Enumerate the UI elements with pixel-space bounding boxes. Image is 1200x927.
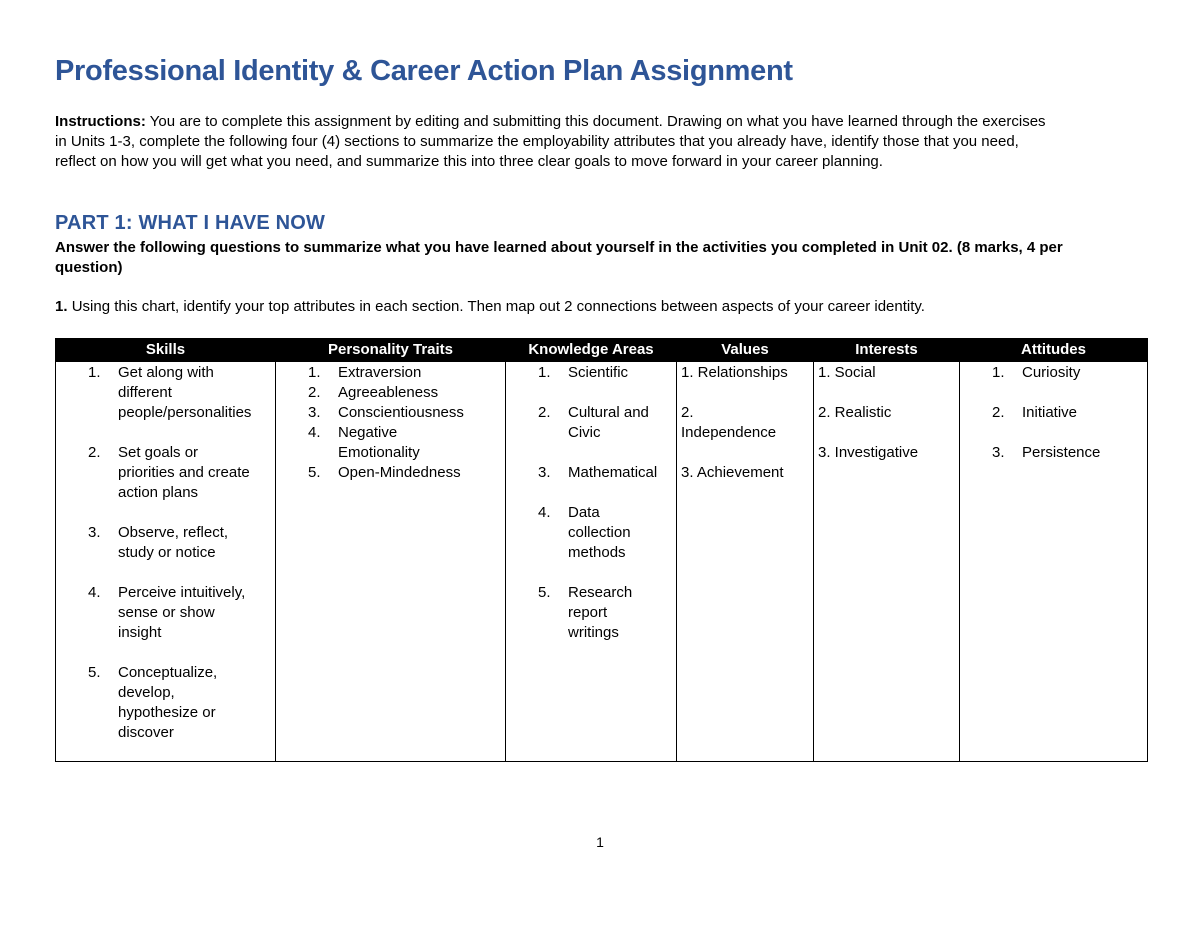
skills-item-text: Observe, reflect, [118,524,229,541]
interests-item: 1. Social [818,364,876,381]
instructions-label: Instructions: [55,113,146,130]
part1-subheading [55,238,1145,278]
question-text: Using this chart, identify your top attributes in each section. Then map out 2 connections between aspects of your career identity. [71,298,925,315]
knowledge-item-text: report [568,604,608,621]
skills-item [60,583,271,643]
chart-body-row [56,362,1148,762]
values-item: Independence [681,424,777,441]
knowledge-item-text: Data [568,504,600,521]
knowledge-item-number: 2. [538,404,551,421]
page-title: Professional Identity & Career Action Plan Assignment [55,55,793,87]
interests-item: 3. Investigative [818,444,919,461]
personality-item-number: 5. [308,464,321,481]
header-values: Values [677,339,814,362]
skills-item [60,523,271,563]
values-item: 1. Relationships [681,364,788,381]
attitudes-item [964,363,1143,383]
personality-item-text: Emotionality [338,444,420,461]
header-attitudes: Attitudes [960,339,1148,362]
values-cell [677,362,814,762]
attributes-chart [55,338,1148,762]
skills-item-number: 1. [88,364,101,381]
skills-item [60,363,271,423]
skills-item-text: develop, [118,684,175,701]
attitudes-list [964,363,1143,463]
header-personality-traits: Personality Traits [276,339,506,362]
interests-cell [814,362,960,762]
skills-item-text: Set goals or [118,444,199,461]
skills-item-text: study or notice [118,544,216,561]
knowledge-cell [506,362,677,762]
skills-item-text: discover [118,724,174,741]
personality-item-text: Negative [338,424,398,441]
knowledge-item-number: 3. [538,464,551,481]
attitudes-item-number: 2. [992,404,1005,421]
personality-item-number: 4. [308,424,321,441]
skills-item-text: people/personalities [118,404,252,421]
attitudes-item-text: Persistence [1022,444,1101,461]
skills-item [60,663,271,743]
attitudes-cell [960,362,1148,762]
skills-item-number: 5. [88,664,101,681]
instructions-line-1: You are to complete this assignment by editing and submitting this document. Drawing on what you have learned through the exercises [149,113,1046,130]
values-item: 2. [681,404,694,421]
skills-list [60,363,271,743]
skills-item-number: 2. [88,444,101,461]
personality-item-text: Agreeableness [338,384,439,401]
skills-item-text: Perceive intuitively, [118,584,246,601]
personality-item-text: Extraversion [338,364,422,381]
header-knowledge-areas: Knowledge Areas [506,339,677,362]
chart-header-row [56,339,1148,362]
header-skills: Skills [56,339,276,362]
knowledge-item-number: 4. [538,504,551,521]
instructions-line-3: reflect on how you will get what you need, and summarize this into three clear goals to move forward in your career planning. [55,153,883,170]
knowledge-item-text: Civic [568,424,601,441]
knowledge-item [510,403,672,443]
knowledge-item [510,363,672,383]
header-interests: Interests [814,339,960,362]
skills-cell [56,362,276,762]
skills-item-text: Get along with [118,364,214,381]
part1-sub-line-1: Answer the following questions to summarize what you have learned about yourself in the activities you completed in Unit 02. (8 marks, 4 per [55,239,1063,256]
part1-sub-line-2: question) [55,259,123,276]
attitudes-item-number: 3. [992,444,1005,461]
instructions-line-2: in Units 1-3, complete the following four (4) sections to summarize the employability attributes that you already have, identify those that you need, [55,133,1019,150]
skills-item-text: hypothesize or [118,704,216,721]
knowledge-list [510,363,672,643]
skills-item-text: action plans [118,484,199,501]
part1-heading: PART 1: WHAT I HAVE NOW [55,212,326,234]
knowledge-item-number: 5. [538,584,551,601]
knowledge-item-text: collection [568,524,631,541]
knowledge-item-text: Research [568,584,633,601]
personality-item-number: 1. [308,364,321,381]
knowledge-item-text: methods [568,544,626,561]
values-item: 3. Achievement [681,464,784,481]
personality-item [280,423,501,463]
skills-item-number: 3. [88,524,101,541]
knowledge-item-number: 1. [538,364,551,381]
attitudes-item-text: Curiosity [1022,364,1081,381]
personality-item [280,403,501,423]
knowledge-item-text: Cultural and [568,404,649,421]
attitudes-item [964,443,1143,463]
personality-item-number: 3. [308,404,321,421]
knowledge-item [510,583,672,643]
personality-item [280,383,501,403]
attitudes-item-number: 1. [992,364,1005,381]
skills-item-text: different [118,384,172,401]
skills-item [60,443,271,503]
knowledge-item-text: Scientific [568,364,629,381]
attitudes-item-text: Initiative [1022,404,1078,421]
personality-item-text: Open-Mindedness [338,464,461,481]
instructions-paragraph [55,112,1145,172]
knowledge-item-text: writings [568,624,619,641]
personality-item [280,363,501,383]
knowledge-item-text: Mathematical [568,464,658,481]
personality-item [280,463,501,483]
skills-item-text: insight [118,624,162,641]
personality-item-number: 2. [308,384,321,401]
skills-item-number: 4. [88,584,101,601]
question-number: 1. [55,298,68,315]
skills-item-text: priorities and create [118,464,250,481]
question-1 [55,297,1145,317]
knowledge-item [510,503,672,563]
personality-item-text: Conscientiousness [338,404,464,421]
skills-item-text: sense or show [118,604,215,621]
knowledge-item [510,463,672,483]
personality-list [280,363,501,483]
personality-cell [276,362,506,762]
interests-item: 2. Realistic [818,404,892,421]
attitudes-item [964,403,1143,423]
skills-item-text: Conceptualize, [118,664,218,681]
page-number: 1 [596,834,604,850]
